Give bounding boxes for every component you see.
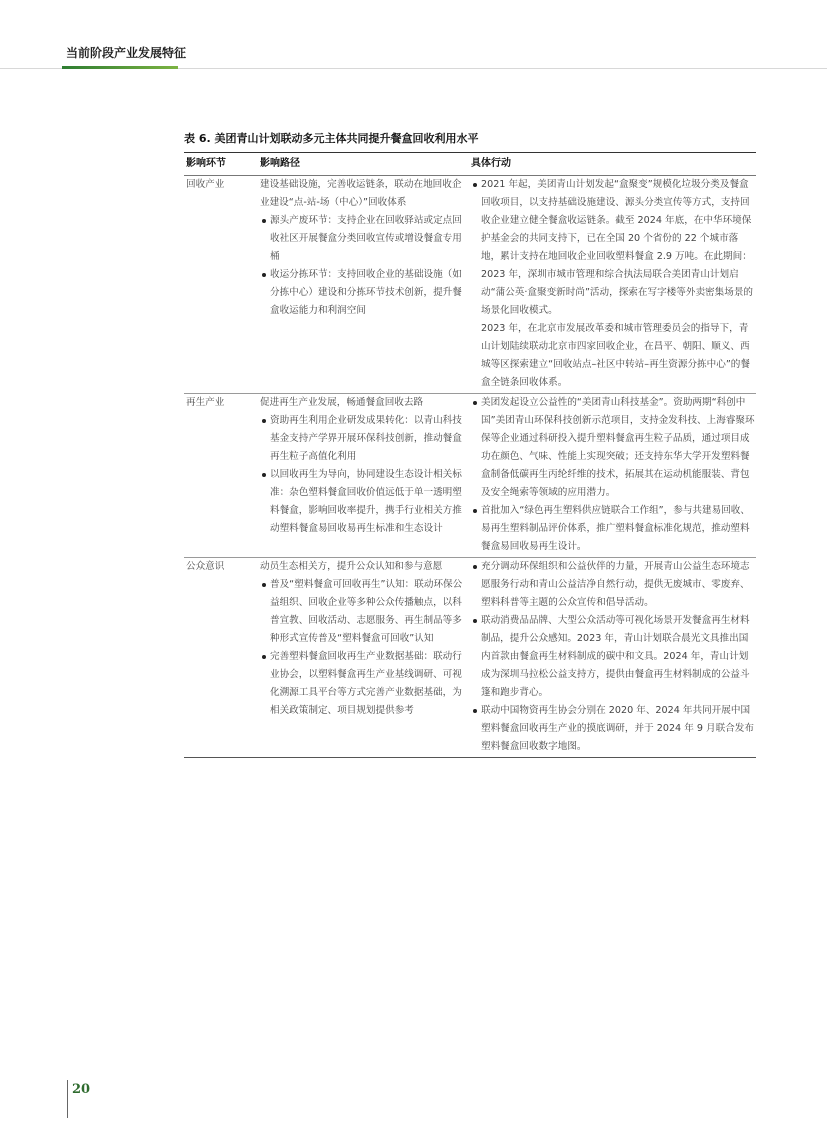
path-intro: 建设基础设施，完善收运链条，联动在地回收企业建设“点-站-场（中心）”回收体系 [260,179,462,208]
path-list [260,212,465,320]
path-intro: 动员生态相关方，提升公众认知和参与意愿 [260,561,443,572]
action-item: 充分调动环保组织和公益伙伴的力量，开展青山公益生态环境志愿服务行动和青山公益洁净自然行动，提供无废城市、零废弃、塑料科普等主题的公众宣传和倡导活动。 [471,558,756,612]
path-cell [258,558,465,758]
table-container [184,132,756,758]
actions-list [471,558,756,756]
table-row [184,394,756,558]
action-item: 美团发起设立公益性的“美团青山科技基金”。资助两期“科创中国”美团青山环保科技创新示范项目，支持金发科技、上海睿聚环保等企业通过科研投入提升塑料餐盒再生粒子品质，通过项目成功在颜色、气味、性能上实现突破；还支持东华大学开发塑料餐盒制备低碳再生丙纶纤维的技术，拓展其在运动机能服装、背包及安全绳索等领域的应用潜力。 [471,394,756,502]
actions-cell [465,558,756,758]
table-row [184,558,756,758]
column-header-path: 影响路径 [260,158,300,169]
stage-cell: 再生产业 [186,397,225,408]
actions-list [471,176,756,266]
action-item: 联动消费品品牌、大型公众活动等可视化场景开发餐盒再生材料制品，提升公众感知。2023 年，青山计划联合晨光文具推出国内首款由餐盒再生材料制成的碳中和文具。2024 年，青山计划成为深圳马拉松公益支持方，提供由餐盒再生材料制成的公益斗篷和跑步背心。 [471,612,756,702]
path-item: 完善塑料餐盒回收再生产业数据基础：联动行业协会，以塑料餐盒再生产业基线调研、可视化溯源工具平台等方式完善产业数据基础，为相关政策制定、项目规划提供参考 [260,648,465,720]
path-item: 以回收再生为导向，协同建设生态设计相关标准：杂色塑料餐盒回收价值远低于单一透明塑料餐盒，影响回收率提升，携手行业相关方推动塑料餐盒易回收易再生标准和生态设计 [260,466,465,538]
page-number: 20 [72,1082,91,1097]
action-continuation: 2023 年，在北京市发展改革委和城市管理委员会的指导下，青山计划陆续联动北京市四家回收企业，在昌平、朝阳、顺义、西城等区探索建立“回收站点–社区中转站–再生资源分拣中心”的餐盒全链条回收体系。 [481,323,750,388]
table-header-row [184,153,756,176]
path-intro: 促进再生产业发展，畅通餐盒回收去路 [260,397,424,408]
path-item: 收运分拣环节：支持回收企业的基础设施（如分拣中心）建设和分拣环节技术创新，提升餐盒收运能力和利润空间 [260,266,465,320]
action-item: 首批加入“绿色再生塑料供应链联合工作组”，参与共建易回收、易再生塑料制品评价体系，推广塑料餐盒标准化规范，推动塑料餐盒易回收易再生设计。 [471,502,756,556]
column-header-stage: 影响环节 [186,158,226,169]
path-list [260,412,465,538]
path-item: 源头产废环节：支持企业在回收驿站或定点回收社区开展餐盒分类回收宣传或增设餐盒专用桶 [260,212,465,266]
path-item: 资助再生利用企业研发成果转化：以青山科技基金支持产学界开展环保科技创新，推动餐盒再生粒子高值化利用 [260,412,465,466]
path-cell [258,176,465,394]
header-accent-bar [62,66,178,69]
action-item: 2021 年起，美团青山计划发起“盒聚变”规模化垃圾分类及餐盒回收项目，以支持基础设施建设、源头分类宣传等方式，支持回收企业建立健全餐盒收运链条。截至 2024 年底，在中华环境保护基金会的共同支持下，已在全国 20 个省份的 22 个城市落地，累计支持在地回收企业回收塑料餐盒 2.9 万吨。在此期间： [471,176,756,266]
stage-cell: 公众意识 [186,561,225,572]
page-number-bar [67,1080,68,1118]
column-header-actions: 具体行动 [471,158,511,169]
path-cell [258,394,465,558]
table-row [184,176,756,394]
stage-cell: 回收产业 [186,179,225,190]
table-title: 表 6. 美团青山计划联动多元主体共同提升餐盒回收利用水平 [184,132,479,145]
path-list [260,576,465,720]
actions-cell [465,176,756,394]
section-header: 当前阶段产业发展特征 [66,46,187,60]
action-continuation: 2023 年，深圳市城市管理和综合执法局联合美团青山计划启动“蒲公英·盒聚变新时尚”活动，探索在写字楼等外卖密集场景的场景化回收模式。 [481,269,754,316]
actions-list [471,394,756,556]
actions-cell [465,394,756,558]
path-item: 普及“塑料餐盒可回收再生”认知：联动环保公益组织、回收企业等多种公众传播触点，以科普宣教、回收活动、志愿服务、再生制品等多种形式宣传普及“塑料餐盒可回收”认知 [260,576,465,648]
action-item: 联动中国物资再生协会分别在 2020 年、2024 年共同开展中国塑料餐盒回收再生产业的摸底调研，并于 2024 年 9 月联合发布塑料餐盒回收数字地图。 [471,702,756,756]
action-table [184,152,756,758]
